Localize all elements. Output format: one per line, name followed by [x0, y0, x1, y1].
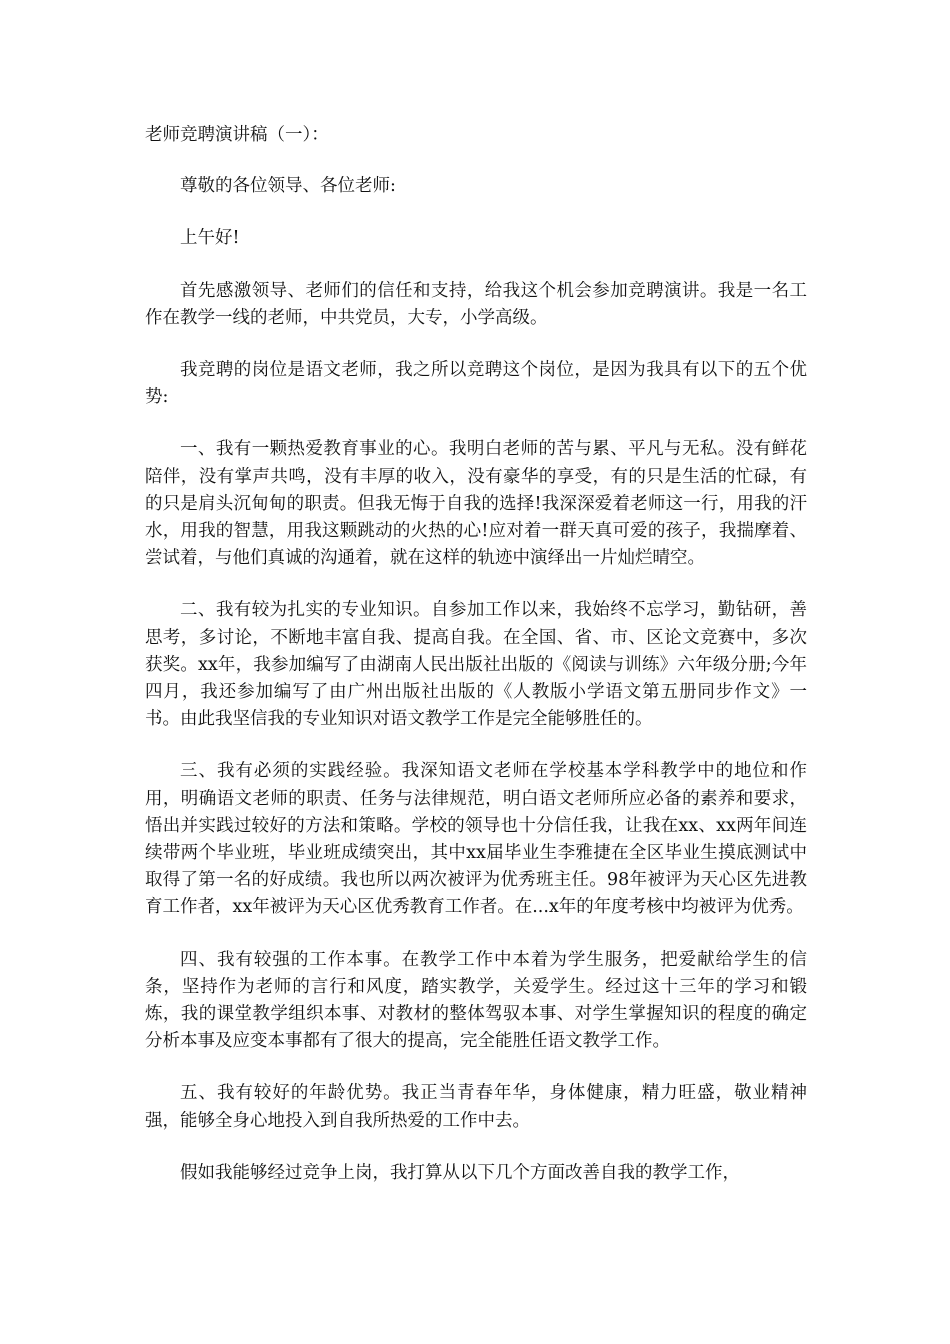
salutation: 尊敬的各位领导、各位老师: — [180, 176, 396, 197]
advantage-1-paragraph: 一、我有一颗热爱教育事业的心。我明白老师的苦与累、平凡与无私。没有鲜花陪伴，没有掌声共鸣，没有丰厚的收入，没有豪华的享受，有的只是生活的忙碌，有的只是肩头沉甸甸的职责。但我无悔于自我的选择!我深深爱着老师这一行，用我的汗水，用我的智慧，用我这颗跳动的火热的心!应对着一群天真可爱的孩子，我揣摩着、尝试着，与他们真诚的沟通着，就在这样的轨迹中演绎出一片灿烂晴空。 — [145, 439, 807, 569]
position-paragraph: 我竞聘的岗位是语文老师，我之所以竞聘这个岗位，是因为我具有以下的五个优势: — [145, 360, 807, 408]
document-title: 老师竞聘演讲稿（一）： — [145, 125, 329, 145]
greeting: 上午好! — [180, 228, 240, 249]
document-body — [145, 122, 807, 1187]
advantage-4-paragraph: 四、我有较强的工作本事。在教学工作中本着为学生服务，把爱献给学生的信条，坚持作为老师的言行和风度，踏实教学，关爱学生。经过这十三年的学习和锻炼，我的课堂教学组织本事、对教材的整体驾驭本事、对学生掌握知识的程度的确定分析本事及应变本事都有了很大的提高，完全能胜任语文教学工作。 — [145, 949, 807, 1052]
advantage-5-paragraph: 五、我有较好的年龄优势。我正当青春年华，身体健康，精力旺盛，敬业精神强，能够全身心地投入到自我所热爱的工作中去。 — [145, 1083, 807, 1131]
introduction-paragraph: 首先感激领导、老师们的信任和支持，给我这个机会参加竞聘演讲。我是一名工作在教学一线的老师，中共党员，大专，小学高级。 — [145, 280, 807, 328]
advantage-2-paragraph: 二、我有较为扎实的专业知识。自参加工作以来，我始终不忘学习，勤钻研，善思考，多讨论，不断地丰富自我、提高自我。在全国、省、市、区论文竞赛中，多次获奖。xx年，我参加编写了由湖南人民出版社出版的《阅读与训练》六年级分册;今年四月，我还参加编写了由广州出版社出版的《人教版小学语文第五册同步作文》一书。由此我坚信我的专业知识对语文教学工作是完全能够胜任的。 — [145, 600, 807, 730]
plan-paragraph: 假如我能够经过竞争上岗，我打算从以下几个方面改善自我的教学工作， — [180, 1162, 740, 1183]
advantage-3-paragraph: 三、我有必须的实践经验。我深知语文老师在学校基本学科教学中的地位和作用，明确语文老师的职责、任务与法律规范，明白语文老师所应必备的素养和要求，悟出并实践过较好的方法和策略。学校的领导也十分信任我，让我在xx、xx两年间连续带两个毕业班，毕业班成绩突出，其中xx届毕业生李雅捷在全区毕业生摸底测试中取得了第一名的好成绩。我也所以两次被评为优秀班主任。98年被评为天心区先进教育工作者，xx年被评为天心区优秀教育工作者。在...x年的年度考核中均被评为优秀。 — [145, 761, 807, 918]
